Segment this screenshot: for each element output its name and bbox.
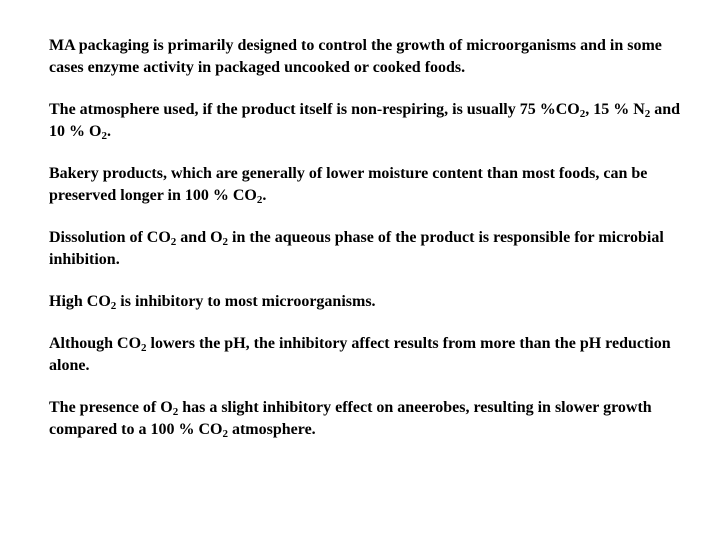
text-run: Although CO [49,335,142,352]
text-run: has a slight inhibitory effect on aneerobes, resulting in slower growth compared to a 100 % CO [49,399,652,438]
text-run: The presence of O [49,399,173,416]
subscript: 2 [256,194,263,206]
subscript: 2 [170,236,177,248]
paragraph-high-co2 [49,291,689,313]
text-run: . [262,187,267,204]
subscript: 2 [222,428,228,440]
text-run: and O [176,229,223,246]
subscript: 2 [644,108,651,120]
slide-body [49,35,689,461]
text-run: lowers the pH, the inhibitory affect results from more than the pH reduction alone. [49,335,671,374]
subscript: 2 [110,300,117,312]
paragraph-bakery [49,163,689,207]
text-run: and 10 % O [49,101,681,140]
text-run: Bakery products, which are generally of lower moisture content than most foods, can be preserved longer in 100 % CO [49,165,648,204]
text-run: , 15 % N [585,101,645,118]
text-run: atmosphere. [227,421,316,438]
subscript: 2 [101,130,107,142]
subscript: 2 [222,236,229,248]
text-run: MA packaging is primarily designed to control the growth of microorganisms and in some cases enzyme activity in packaged uncooked or cooked foods. [49,37,662,76]
text-run: High CO [49,293,111,310]
text-run: Dissolution of CO [49,229,171,246]
paragraph-ph [49,333,689,377]
text-run: . [106,123,111,140]
subscript: 2 [579,108,586,120]
paragraph-o2-presence [49,397,689,441]
text-run: is inhibitory to most microorganisms. [116,293,376,310]
paragraph-atmosphere [49,99,689,143]
text-run: in the aqueous phase of the product is responsible for microbial inhibition. [49,229,664,268]
paragraph-ma-packaging [49,35,689,79]
paragraph-dissolution [49,227,689,271]
text-run: The atmosphere used, if the product itself is non-respiring, is usually 75 %CO [49,101,580,118]
subscript: 2 [141,342,147,354]
subscript: 2 [172,406,179,418]
